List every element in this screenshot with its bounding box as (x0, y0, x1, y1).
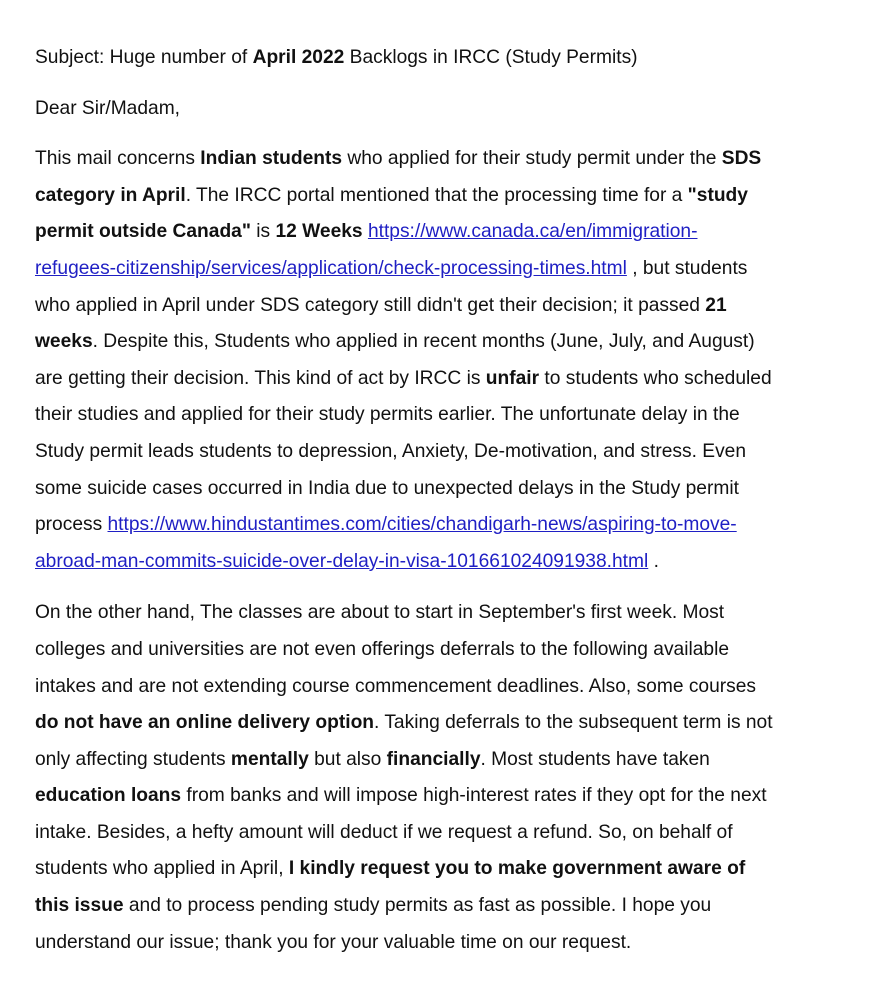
para2-line-9 (35, 888, 865, 925)
text-span: . The IRCC portal mentioned that the processing time for a (185, 184, 688, 206)
text-span: who applied for their study permit under the (342, 148, 722, 170)
bold-text: financially (386, 748, 481, 770)
bold-text: permit outside Canada" (35, 221, 251, 243)
text-span: , but students (626, 257, 748, 279)
para2-line-6 (35, 778, 865, 815)
para1-line-10: some suicide cases occurred in India due to unexpected delays in the Study permit (35, 477, 739, 499)
bold-text: this issue (35, 895, 124, 917)
para2-line-2: colleges and universities are not even offerings deferrals to the following available (35, 638, 730, 660)
para1-line-12 (35, 544, 865, 581)
text-span: only affecting students (35, 748, 231, 770)
para2-line-10: understand our issue; thank you for your valuable time on our request. (35, 931, 632, 953)
bold-text: mentally (230, 748, 309, 770)
para2-line-8 (35, 851, 865, 888)
text-span: from banks and will impose high-interest rates if they opt for the next (181, 785, 767, 807)
paragraph-1 (35, 141, 865, 580)
text-span: . (648, 550, 659, 572)
text-span: . Most students have taken (480, 748, 710, 770)
subject-date: April 2022 (252, 47, 345, 68)
text-span: who applied in April under SDS category still didn't get their decision; it passed (35, 294, 706, 316)
bold-text: 21 (705, 294, 727, 316)
para1-line-8: their studies and applied for their study permits earlier. The unfortunate delay in the (35, 404, 740, 426)
bold-text: do not have an online delivery option (35, 712, 375, 734)
bold-text: "study (687, 184, 748, 206)
text-span: but also (308, 748, 387, 770)
text-span: . Despite this, Students who applied in recent months (June, July, and August) (92, 331, 755, 353)
text-span: is (250, 221, 276, 243)
paragraph-2 (35, 595, 865, 961)
text-span: and to process pending study permits as fast as possible. I hope you (123, 895, 712, 917)
para2-line-4 (35, 705, 865, 742)
canada-processing-times-link[interactable]: https://www.canada.ca/en/immigration- (367, 221, 698, 243)
text-span: This mail concerns (35, 148, 201, 170)
bold-text: SDS (721, 148, 762, 170)
greeting: Dear Sir/Madam, (35, 97, 181, 119)
hindustan-times-link[interactable]: https://www.hindustantimes.com/cities/chandigarh-news/aspiring-to-move- (107, 514, 737, 536)
para1-line-6 (35, 324, 865, 361)
text-span: process (35, 514, 108, 536)
text-span: . Taking deferrals to the subsequent term is not (374, 712, 773, 734)
para1-line-9: Study permit leads students to depression, Anxiety, De-motivation, and stress. Even (35, 440, 747, 462)
subject-prefix: Subject: Huge number of (35, 47, 253, 68)
bold-text: category in April (35, 184, 186, 206)
bold-text: Indian students (200, 148, 343, 170)
para1-line-11 (35, 507, 865, 544)
para1-line-7 (35, 361, 865, 398)
para1-line-4 (35, 251, 865, 288)
bold-text: education loans (35, 785, 182, 807)
text-span: students who applied in April, (35, 858, 289, 880)
text-span: are getting their decision. This kind of act by IRCC is (35, 367, 486, 389)
para2-line-5 (35, 742, 865, 779)
letter-document (35, 40, 865, 961)
bold-text: weeks (35, 331, 93, 353)
subject-suffix: Backlogs in IRCC (Study Permits) (344, 47, 638, 68)
text-span: to students who scheduled (539, 367, 772, 389)
para2-line-1: On the other hand, The classes are about to start in September's first week. Most (35, 602, 725, 624)
para2-line-3: intakes and are not extending course commencement deadlines. Also, some courses (35, 675, 757, 697)
para2-line-7: intake. Besides, a hefty amount will deduct if we request a refund. So, on behalf of (35, 821, 733, 843)
para1-line-3 (35, 214, 865, 251)
canada-processing-times-link-continued[interactable]: refugees-citizenship/services/application/check-processing-times.html (35, 257, 627, 279)
bold-text: I kindly request you to make government aware of (288, 858, 746, 880)
bold-text: 12 Weeks (275, 221, 363, 243)
para1-line-2 (35, 178, 865, 215)
bold-text: unfair (485, 367, 540, 389)
hindustan-times-link-continued[interactable]: abroad-man-commits-suicide-over-delay-in-visa-101661024091938.html (35, 550, 649, 572)
para1-line-5 (35, 288, 865, 325)
para1-line-1 (35, 141, 865, 178)
subject-line (35, 40, 865, 77)
